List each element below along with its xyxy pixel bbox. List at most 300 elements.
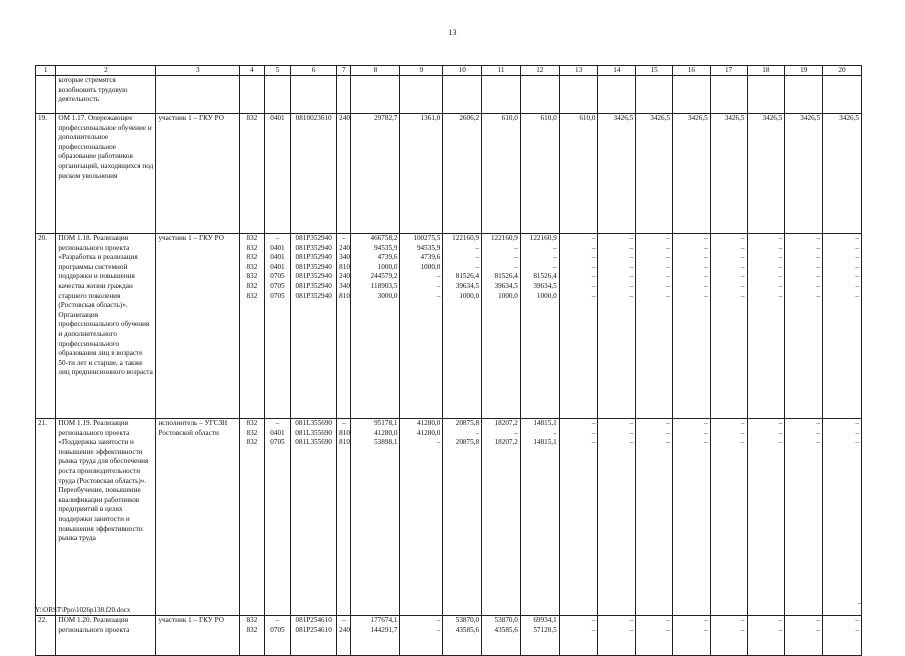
cell-value: – xyxy=(778,625,783,634)
cell-value: – xyxy=(855,243,859,252)
cell-value: – xyxy=(704,428,708,437)
measure-name: ПОМ 1.20. Реализация регионального проекта xyxy=(56,616,156,656)
table-row xyxy=(36,419,862,616)
column-header-17: 17 xyxy=(710,66,747,76)
cell-value: 53870,0 xyxy=(455,616,480,624)
col-20-values xyxy=(823,616,862,656)
cell-value: 810 xyxy=(339,262,350,271)
cell-value: 81526,4 xyxy=(455,272,480,281)
cell-value: 69934,1 xyxy=(533,616,557,624)
cell-value: 1000,0 xyxy=(459,291,480,300)
cell-value: – xyxy=(740,438,745,447)
cell-value: – xyxy=(436,272,441,281)
cell-value: – xyxy=(740,262,745,271)
cell-value: 340 xyxy=(339,253,350,262)
cell-value: – xyxy=(666,291,670,300)
cell-value: – xyxy=(740,428,745,437)
cell-value: – xyxy=(816,253,821,262)
col-19-values xyxy=(785,234,823,419)
cell-value: 3426,5 xyxy=(762,114,783,122)
cell-value: 832 xyxy=(246,428,258,437)
cell-value: 610,0 xyxy=(540,114,557,122)
cell-value: – xyxy=(778,253,783,262)
column-header-9: 9 xyxy=(400,66,443,76)
cell-value: 466758,2 xyxy=(370,234,398,242)
cell-value: – xyxy=(740,616,745,624)
column-header-7: 7 xyxy=(337,66,351,76)
cell-value: 3426,5 xyxy=(650,114,670,122)
cell-value: 122160,9 xyxy=(529,234,557,242)
cell-value: – xyxy=(704,419,708,427)
col-6-values xyxy=(291,114,337,234)
cell-value: – xyxy=(629,438,634,447)
cell-value: 240 xyxy=(339,243,350,252)
col-11-values xyxy=(482,234,521,419)
cell-value: – xyxy=(591,243,596,252)
cell-value: – xyxy=(816,262,821,271)
cell-value: 41280,0 xyxy=(416,428,441,437)
cell-value: – xyxy=(704,262,708,271)
cell-value: – xyxy=(514,262,518,271)
cell-value: 122160,9 xyxy=(490,234,518,242)
col-8-values xyxy=(351,114,400,234)
cell-value: – xyxy=(816,438,821,447)
cell-value: – xyxy=(778,234,783,242)
col-7-values xyxy=(337,114,351,234)
cell-value: – xyxy=(704,616,708,624)
column-header-8: 8 xyxy=(351,66,400,76)
cell-value: 0401 xyxy=(270,114,285,122)
cell-value: 0705 xyxy=(270,272,285,281)
cell-value: 20875,8 xyxy=(455,419,480,427)
cell-value: – xyxy=(740,253,745,262)
col-5-values xyxy=(264,234,291,419)
cell-value: 53898,1 xyxy=(374,438,398,447)
cell-value: 39634,5 xyxy=(494,281,518,290)
cell-value: – xyxy=(666,625,670,634)
cell-value: – xyxy=(816,616,821,624)
column-header-5: 5 xyxy=(264,66,291,76)
col-4-values xyxy=(240,616,265,656)
cell-value: 1361,0 xyxy=(420,114,441,122)
executor: участник 1 – ГКУ РО xyxy=(156,616,240,656)
col-7-values xyxy=(337,419,351,616)
col-14-values xyxy=(598,419,636,616)
measure-name: ПОМ 1.19. Реализация регионального проекта «Поддержка занятости и повышение эффективности рынка труда для обеспечения роста производительности труда (Ростовская область)». Переобучение, повышение квалификации работников предприятий в целях поддержки занятости и повышения эффективности рынка труда xyxy=(56,419,156,616)
cell-value: – xyxy=(816,243,821,252)
cell-value: 14815,1 xyxy=(533,438,557,447)
col-13-values xyxy=(559,419,598,616)
cell-value: 1000,0 xyxy=(498,291,518,300)
cell-value: 081P352940 xyxy=(295,253,332,262)
col-9-values xyxy=(400,114,443,234)
cell-value: 081P352940 xyxy=(295,291,332,300)
cell-value: – xyxy=(666,419,670,427)
cell-value: 081P254610 xyxy=(295,616,332,624)
cell-value: – xyxy=(704,438,708,447)
cell-value: – xyxy=(740,272,745,281)
col-9-values xyxy=(400,419,443,616)
cell-value: – xyxy=(475,243,480,252)
table-row xyxy=(36,234,862,419)
cell-value: 43585,6 xyxy=(455,625,480,634)
cell-value: 41280,0 xyxy=(374,428,398,437)
budget-table xyxy=(35,65,862,656)
cell-value: 3426,5 xyxy=(724,114,745,122)
col-17-values xyxy=(710,234,747,419)
cell-value: 94535,9 xyxy=(416,243,441,252)
cell-value: 832 xyxy=(246,281,258,290)
col-13-values xyxy=(559,114,598,234)
cell-value: – xyxy=(436,281,441,290)
cell-value: – xyxy=(704,243,708,252)
cell-value: 20875,8 xyxy=(455,438,480,447)
cell-value: 081L355690 xyxy=(295,428,333,437)
cell-value: – xyxy=(475,428,480,437)
cell-value: – xyxy=(475,253,480,262)
cell-value: 0401 xyxy=(270,428,285,437)
column-header-14: 14 xyxy=(598,66,636,76)
cell-value: 0705 xyxy=(270,438,285,447)
cell-value: – xyxy=(553,262,557,271)
cell-value: – xyxy=(436,291,441,300)
cell-value: – xyxy=(778,262,783,271)
col-10-values xyxy=(443,234,482,419)
cell-value: – xyxy=(629,262,634,271)
cell-value: – xyxy=(740,243,745,252)
cell-value: – xyxy=(855,419,859,427)
cell-value: – xyxy=(816,419,821,427)
cell-value: 18207,2 xyxy=(494,438,518,447)
cell-value: 832 xyxy=(246,114,258,122)
cell-value: – xyxy=(855,625,859,634)
cell-value: 53870,0 xyxy=(494,616,518,624)
cell-value: 081L355690 xyxy=(295,438,333,447)
cell-value: – xyxy=(666,243,670,252)
column-header-2: 2 xyxy=(56,66,156,76)
col-13-values xyxy=(559,616,598,656)
col-11-values xyxy=(482,616,521,656)
cell-value: – xyxy=(275,616,280,624)
cell-value: 240 xyxy=(339,272,350,281)
cell-value: – xyxy=(591,272,596,281)
col-18-values xyxy=(747,419,785,616)
col-4-values xyxy=(240,114,265,234)
row-number: 19. xyxy=(36,114,56,234)
cell-value: 0705 xyxy=(270,281,285,290)
col-16-values xyxy=(673,234,711,419)
cell-value: 0401 xyxy=(270,243,285,252)
cell-value: – xyxy=(855,428,859,437)
col-8-values xyxy=(351,616,400,656)
cell-value: 3426,5 xyxy=(613,114,634,122)
cell-value: 0401 xyxy=(270,253,285,262)
cell-value: – xyxy=(740,291,745,300)
cell-value: 2606,2 xyxy=(459,114,480,122)
cell-value: – xyxy=(666,234,670,242)
col-6-values xyxy=(291,234,337,419)
cell-value: – xyxy=(855,234,859,242)
cell-value: – xyxy=(475,262,480,271)
cell-value: – xyxy=(629,253,634,262)
cell-value: – xyxy=(514,428,518,437)
col-19-values xyxy=(785,114,823,234)
cell-value: 340 xyxy=(339,281,350,290)
col-18-values xyxy=(747,234,785,419)
cell-value: 832 xyxy=(246,262,258,271)
cell-value: 4739,6 xyxy=(420,253,441,262)
cell-value: – xyxy=(436,438,441,447)
col-7-values xyxy=(337,234,351,419)
cell-value: – xyxy=(553,243,557,252)
row-number: 21. xyxy=(36,419,56,616)
cell-value: – xyxy=(629,234,634,242)
cell-value: – xyxy=(704,234,708,242)
measure-name: ПОМ 1.18. Реализация регионального проекта «Разработка и реализация программы системной поддержки и повышения качества жизни граждан старшего поколения (Ростовская область)». Организация профессионального обучения и дополнительного профессионального образования лиц в возрасте 50-ти лет и старше, а также лиц предпенсионного возраста xyxy=(56,234,156,419)
col-11-values xyxy=(482,114,521,234)
cell-value: 1000,0 xyxy=(377,262,398,271)
col-8-values xyxy=(351,419,400,616)
column-header-1: 1 xyxy=(36,66,56,76)
cell-value: 610,0 xyxy=(501,114,518,122)
col-11-values xyxy=(482,419,521,616)
col-13-values xyxy=(559,234,598,419)
cell-value: 244579,2 xyxy=(370,272,398,281)
cell-value: 810 xyxy=(339,291,350,300)
column-header-16: 16 xyxy=(673,66,711,76)
cell-value: 0401 xyxy=(270,262,285,271)
col-18-values xyxy=(747,616,785,656)
cell-value: 832 xyxy=(246,625,258,634)
col-8-values xyxy=(351,234,400,419)
cell-value: 43585,6 xyxy=(494,625,518,634)
cell-value: 081P352940 xyxy=(295,243,332,252)
col-12-values xyxy=(520,114,559,234)
col-4-values xyxy=(240,234,265,419)
cell-value: 144291,7 xyxy=(370,625,398,634)
col-9-values xyxy=(400,616,443,656)
cell-value: – xyxy=(816,234,821,242)
cell-value: 1000,0 xyxy=(420,262,441,271)
cell-value: 832 xyxy=(246,438,258,447)
cell-value: – xyxy=(436,625,441,634)
col-19-values xyxy=(785,616,823,656)
cell-value: – xyxy=(704,272,708,281)
cell-value: – xyxy=(740,419,745,427)
cell-value: 14815,1 xyxy=(533,419,557,427)
col-14-values xyxy=(598,234,636,419)
column-number-row xyxy=(36,66,862,76)
cell-value: 081P352940 xyxy=(295,281,332,290)
column-header-20: 20 xyxy=(823,66,862,76)
cell-value: 240 xyxy=(339,625,350,634)
col-17-values xyxy=(710,616,747,656)
col-16-values xyxy=(673,616,711,656)
cell-value: – xyxy=(629,428,634,437)
cell-value: – xyxy=(778,281,783,290)
cell-no xyxy=(36,76,56,114)
cell-value: – xyxy=(778,419,783,427)
column-header-6: 6 xyxy=(291,66,337,76)
cell-value: 0705 xyxy=(270,625,285,634)
cell-value: 95178,1 xyxy=(374,419,398,427)
cell-value: – xyxy=(514,243,518,252)
cell-value: 122160,9 xyxy=(452,234,480,242)
cell-value: – xyxy=(740,281,745,290)
column-header-19: 19 xyxy=(785,66,823,76)
cell-value: 18207,2 xyxy=(494,419,518,427)
cell-value: – xyxy=(553,253,557,262)
measure-name: ОМ 1.17. Опережающее профессиональное обучение и дополнительное профессиональное образование работников организаций, находящихся под риском увольнения xyxy=(56,114,156,234)
continuation-row xyxy=(36,76,862,114)
col-15-values xyxy=(636,419,673,616)
cell-value: – xyxy=(816,291,821,300)
col-5-values xyxy=(264,114,291,234)
cell-value: 57120,5 xyxy=(533,625,557,634)
cell-value: – xyxy=(629,272,634,281)
cell-value: – xyxy=(816,428,821,437)
cell-value: – xyxy=(778,272,783,281)
cell-value: 832 xyxy=(246,234,258,242)
cell-value: 0810023610 xyxy=(295,114,332,122)
cell-value: 39634,5 xyxy=(533,281,557,290)
cell-value: – xyxy=(591,616,596,624)
cell-value: – xyxy=(740,234,745,242)
cell-value: 0705 xyxy=(270,291,285,300)
cell-value: 832 xyxy=(246,272,258,281)
cell-value: – xyxy=(855,291,859,300)
col-5-values xyxy=(264,419,291,616)
col-20-values xyxy=(823,234,862,419)
col-18-values xyxy=(747,114,785,234)
cell-value: – xyxy=(514,253,518,262)
column-header-18: 18 xyxy=(747,66,785,76)
cell-value: – xyxy=(591,291,596,300)
column-header-4: 4 xyxy=(240,66,265,76)
col-20-values xyxy=(823,114,862,234)
cell-value: – xyxy=(778,616,783,624)
cell-value: – xyxy=(666,262,670,271)
col-15-values xyxy=(636,234,673,419)
col-20-values xyxy=(823,419,862,616)
col-10-values xyxy=(443,419,482,616)
cell-value: – xyxy=(778,291,783,300)
column-header-11: 11 xyxy=(482,66,521,76)
column-header-10: 10 xyxy=(443,66,482,76)
cell-value: – xyxy=(704,625,708,634)
executor: участник 1 – ГКУ РО xyxy=(156,114,240,234)
cell-value: – xyxy=(629,243,634,252)
cell-value: 081P352940 xyxy=(295,262,332,271)
col-19-values xyxy=(785,419,823,616)
cell-value: – xyxy=(436,616,441,624)
cell-value: 177674,1 xyxy=(370,616,398,624)
cell-value: 081P352940 xyxy=(295,272,332,281)
cell-value: – xyxy=(855,253,859,262)
table-row xyxy=(36,616,862,656)
col-7-values xyxy=(337,616,351,656)
table-row xyxy=(36,114,862,234)
cell-value: – xyxy=(341,616,346,624)
cell-value: 100275,5 xyxy=(413,234,441,242)
column-header-12: 12 xyxy=(520,66,559,76)
cell-value: 240 xyxy=(339,114,350,122)
continuation-name: которые стремятся возобновить трудовую деятельность xyxy=(56,76,156,114)
cell-value: 081P254610 xyxy=(295,625,332,634)
cell-value: – xyxy=(275,419,280,427)
cell-value: 118903,5 xyxy=(370,281,398,290)
cell-value: 4739,6 xyxy=(377,253,398,262)
cell-value: – xyxy=(629,281,634,290)
cell-value: – xyxy=(553,428,557,437)
col-5-values xyxy=(264,616,291,656)
col-17-values xyxy=(710,419,747,616)
col-9-values xyxy=(400,234,443,419)
cell-value: 810 xyxy=(339,428,350,437)
cell-value: 810 xyxy=(339,438,350,447)
cell-value: – xyxy=(855,272,859,281)
cell-value: 94535,9 xyxy=(374,243,398,252)
cell-value: – xyxy=(341,419,346,427)
col-10-values xyxy=(443,114,482,234)
cell-value: – xyxy=(629,625,634,634)
cell-value: 832 xyxy=(246,291,258,300)
col-16-values xyxy=(673,419,711,616)
col-6-values xyxy=(291,419,337,616)
cell-value: – xyxy=(778,438,783,447)
cell-value: – xyxy=(666,281,670,290)
col-12-values xyxy=(520,234,559,419)
page-number: 13 xyxy=(448,28,457,37)
cell-value: – xyxy=(704,291,708,300)
cell-value: 3426,5 xyxy=(800,114,821,122)
cell-value: 29782,7 xyxy=(374,114,398,122)
col-6-values xyxy=(291,616,337,656)
cell-value: – xyxy=(704,281,708,290)
col-15-values xyxy=(636,114,673,234)
cell-value: – xyxy=(666,272,670,281)
cell-value: 81526,4 xyxy=(494,272,518,281)
cell-value: 832 xyxy=(246,616,258,624)
file-path-footer: Y:\ORST\Ppo\1026p138.f20.docx xyxy=(35,606,131,614)
row-number: 20. xyxy=(36,234,56,419)
cell-value: – xyxy=(275,234,280,242)
cell-value: – xyxy=(816,281,821,290)
cell-value: – xyxy=(591,262,596,271)
cell-value: 41280,0 xyxy=(416,419,441,427)
cell-value: – xyxy=(591,438,596,447)
cell-value: – xyxy=(740,625,745,634)
cell-value: – xyxy=(666,253,670,262)
cell-value: 832 xyxy=(246,419,258,427)
cell-value: – xyxy=(591,625,596,634)
cell-value: 832 xyxy=(246,253,258,262)
col-14-values xyxy=(598,114,636,234)
column-header-15: 15 xyxy=(636,66,673,76)
cell-value: – xyxy=(591,234,596,242)
cell-value: 832 xyxy=(246,243,258,252)
col-12-values xyxy=(520,616,559,656)
cell-value: – xyxy=(629,419,634,427)
col-15-values xyxy=(636,616,673,656)
cell-value: – xyxy=(778,243,783,252)
cell-value: – xyxy=(591,419,596,427)
cell-value: – xyxy=(778,428,783,437)
cell-value: – xyxy=(855,262,859,271)
cell-value: 1000,0 xyxy=(536,291,557,300)
cell-value: 081P352940 xyxy=(295,234,332,242)
cell-value: 81526,4 xyxy=(533,272,557,281)
